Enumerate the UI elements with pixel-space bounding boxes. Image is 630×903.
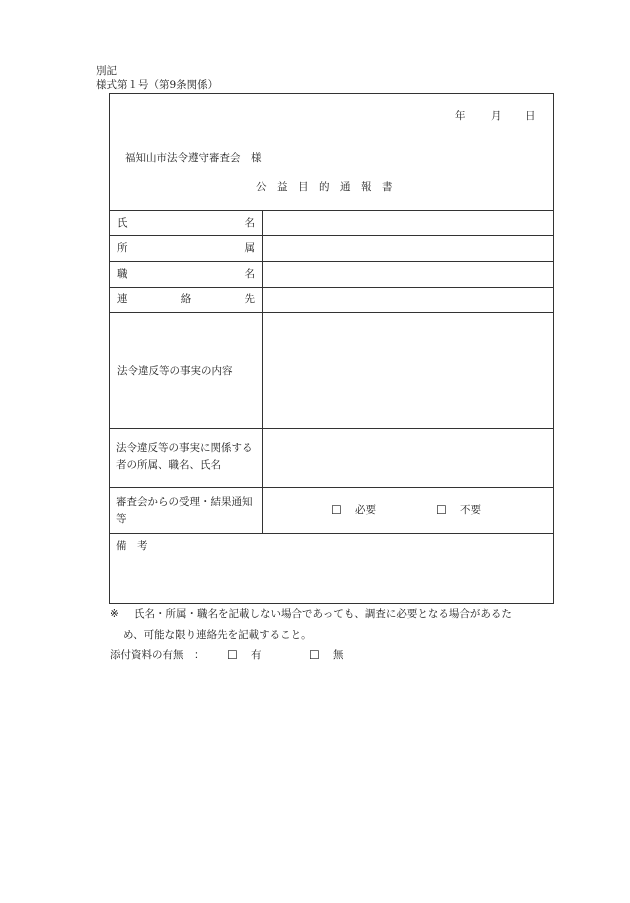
document-title: 公 益 目 的 通 報 書 <box>256 181 393 193</box>
date-year: 年 <box>455 110 466 122</box>
label-char: 職 <box>117 268 128 280</box>
attachment-label: 添付資料の有無 ： <box>110 649 205 661</box>
row-divider <box>109 487 554 488</box>
label-notice: 審査会からの受理・結果通知等 <box>116 496 253 525</box>
label-affiliation <box>117 243 255 254</box>
note-line-2: め、可能な限り連絡先を記載すること。 <box>123 629 312 641</box>
label-char: 絡 <box>180 293 192 305</box>
checkbox-no-need[interactable]: ☐ <box>436 503 447 517</box>
row-divider <box>109 428 554 429</box>
annex-label: 別記 <box>96 65 117 77</box>
option-need-label: 必要 <box>355 504 376 516</box>
checkbox-need[interactable]: ☐ <box>331 503 342 517</box>
label-char: 名 <box>244 268 255 280</box>
checkbox-attachment-no[interactable]: ☐ <box>309 648 320 662</box>
label-contact <box>117 294 255 305</box>
row-divider <box>109 261 554 262</box>
date-day: 日 <box>525 110 536 122</box>
note-mark: ※ <box>110 608 119 620</box>
row-divider <box>109 312 554 313</box>
row-divider <box>109 235 554 236</box>
label-char: 連 <box>117 293 128 305</box>
date-month: 月 <box>491 110 502 122</box>
label-name <box>117 218 255 229</box>
attachment-no-label: 無 <box>333 649 344 661</box>
label-char: 属 <box>244 242 255 254</box>
column-divider <box>262 210 263 533</box>
label-remarks: 備 考 <box>116 540 148 552</box>
form-number: 様式第１号（第9条関係） <box>96 79 219 91</box>
label-facts: 法令違反等の事実の内容 <box>117 365 233 377</box>
attachment-yes-label: 有 <box>251 649 262 661</box>
label-char: 先 <box>244 293 255 305</box>
row-divider <box>109 287 554 288</box>
label-char: 所 <box>117 242 128 254</box>
label-char: 氏 <box>117 217 128 229</box>
option-no-need-label: 不要 <box>460 504 481 516</box>
label-char: 名 <box>244 217 255 229</box>
note-line-1: 氏名・所属・職名を記載しない場合であっても、調査に必要となる場合があるた <box>134 608 512 620</box>
row-divider <box>109 210 554 211</box>
label-related: 法令違反等の事実に関係する者の所属、職名、氏名 <box>116 442 253 471</box>
addressee: 福知山市法令遵守審査会 様 <box>125 152 262 164</box>
label-position <box>117 269 255 280</box>
checkbox-attachment-yes[interactable]: ☐ <box>227 648 238 662</box>
row-divider <box>109 533 554 534</box>
